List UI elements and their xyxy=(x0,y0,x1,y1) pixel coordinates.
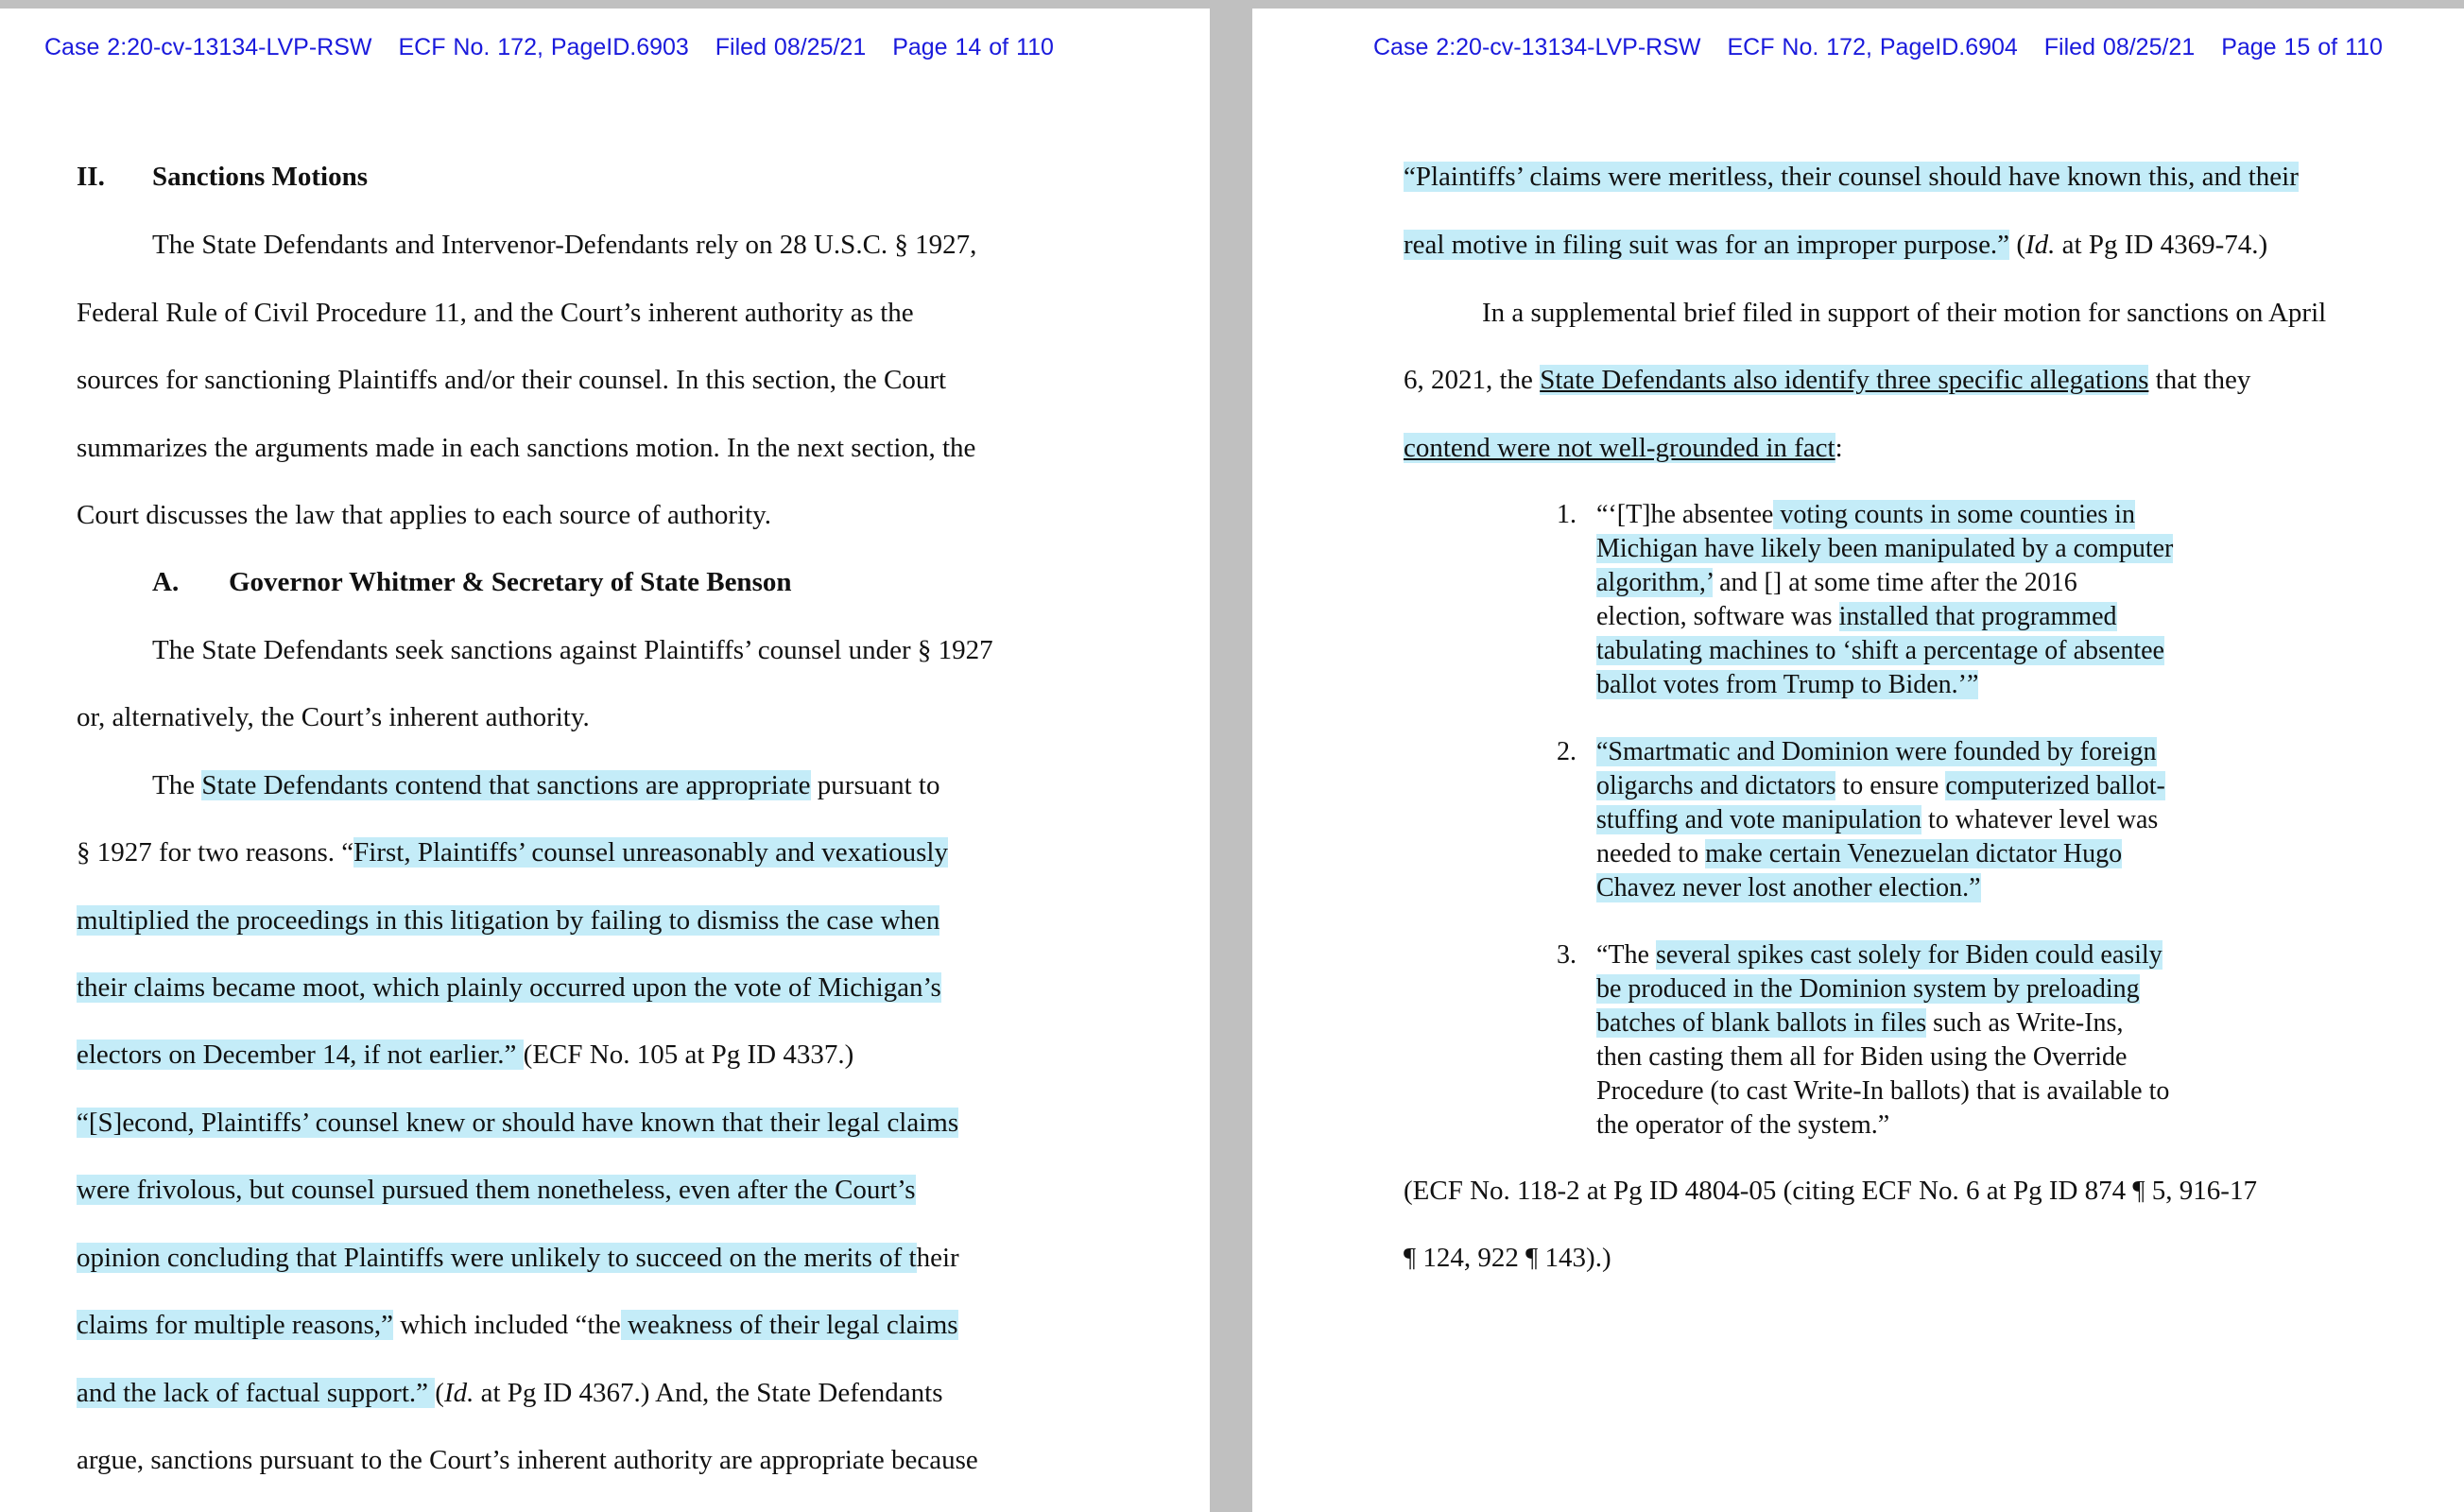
section-heading: Sanctions Motions xyxy=(152,162,369,192)
quote-line xyxy=(1596,735,2157,769)
text-segment: The xyxy=(152,770,202,800)
page-number: Page 14 of 110 xyxy=(892,34,1054,60)
text-segment: needed to xyxy=(1596,839,1706,868)
paragraph-line xyxy=(152,769,939,801)
quote-line xyxy=(1596,532,2173,566)
text-segment: and [] at some time after the 2016 xyxy=(1713,568,2077,597)
citation-line: ¶ 124, 922 ¶ 143).) xyxy=(1404,1243,1611,1273)
paragraph-line: summarizes the arguments made in each sanctions motion. In the next section, the xyxy=(77,433,976,463)
quote-line: then casting them all for Biden using the Override xyxy=(1596,1042,2128,1072)
highlight: real motive in filing suit was for an improper purpose.” xyxy=(1404,230,2010,260)
paragraph-line: sources for sanctioning Plaintiffs and/or their counsel. In this section, the Court xyxy=(77,365,947,395)
highlight: ballot votes from Trump to Biden.’” xyxy=(1596,670,1979,699)
case-number: Case 2:20-cv-13134-LVP-RSW xyxy=(44,34,372,60)
paragraph-line: argue, sanctions pursuant to the Court’s inherent authority are appropriate because xyxy=(77,1445,978,1475)
quote-line xyxy=(1596,871,1981,905)
document-page-right xyxy=(1252,0,2464,1512)
quote-line xyxy=(1596,668,1978,702)
quote-line xyxy=(1596,600,2117,634)
text-segment: § 1927 for two reasons. “ xyxy=(77,837,354,868)
paragraph-line xyxy=(77,1309,958,1341)
highlight: and the lack of factual support.” xyxy=(77,1378,436,1408)
highlight: oligarchs and dictators xyxy=(1596,771,1836,800)
page-top-border xyxy=(0,0,1210,9)
paragraph-line: Federal Rule of Civil Procedure 11, and the Court’s inherent authority as the xyxy=(77,298,914,328)
list-number: 1. xyxy=(1557,500,1577,529)
quote-line xyxy=(1596,498,2135,532)
text-segment: 6, 2021, the xyxy=(1404,365,1541,395)
highlight: “[S]econd, Plaintiffs’ counsel knew or should have known that their legal claims xyxy=(77,1108,959,1138)
document-page-left xyxy=(0,0,1210,1512)
highlight: voting counts in some counties in xyxy=(1773,500,2135,529)
highlight: State Defendants also identify three specific allegations xyxy=(1540,365,2149,395)
highlight: opinion concluding that Plaintiffs were unlikely to succeed on the merits of t xyxy=(77,1243,917,1273)
case-number: Case 2:20-cv-13134-LVP-RSW xyxy=(1373,34,1701,60)
highlight: claims for multiple reasons,” xyxy=(77,1310,394,1340)
highlight: several spikes cast solely for Biden could easily xyxy=(1655,940,2162,970)
quote-line xyxy=(1596,938,2162,972)
highlight: be produced in the Dominion system by preloading xyxy=(1596,974,2140,1004)
highlight: stuffing and vote manipulation xyxy=(1596,805,1921,834)
highlight: tabulating machines to ‘shift a percentage of absentee xyxy=(1596,636,2164,665)
list-number: 2. xyxy=(1557,737,1577,766)
filed-date: Filed 08/25/21 xyxy=(2043,34,2196,60)
highlight: contend were not well-grounded in fact xyxy=(1404,433,1835,463)
text-segment: “The xyxy=(1596,940,1656,970)
text-segment: Id. xyxy=(443,1378,474,1408)
highlight: weakness of their legal claims xyxy=(620,1310,958,1340)
text-segment: : xyxy=(1835,433,1843,463)
paragraph-line xyxy=(1404,364,2250,396)
highlight: computerized ballot- xyxy=(1945,771,2165,800)
text-segment: (ECF No. 105 at Pg ID 4337.) xyxy=(523,1040,854,1070)
page-number: Page 15 of 110 xyxy=(2221,34,2383,60)
highlight: installed that programmed xyxy=(1838,602,2117,631)
paragraph-line xyxy=(1404,161,2299,193)
highlight: electors on December 14, if not earlier.” xyxy=(77,1040,524,1070)
text-segment: at Pg ID 4367.) And, the State Defendants xyxy=(474,1378,943,1408)
paragraph-line xyxy=(1404,229,2267,261)
paragraph-line xyxy=(77,1107,958,1139)
quote-line: the operator of the system.” xyxy=(1596,1110,1890,1140)
paragraph-line: or, alternatively, the Court’s inherent authority. xyxy=(77,702,590,732)
highlight: Chavez never lost another election.” xyxy=(1596,873,1981,902)
text-segment: ( xyxy=(2009,230,2025,260)
text-segment: at Pg ID 4369-74.) xyxy=(2055,230,2268,260)
text-segment: Id. xyxy=(2025,230,2056,260)
highlight: their claims became moot, which plainly occurred upon the vote of Michigan’s xyxy=(77,972,941,1003)
quote-line xyxy=(1596,634,2164,668)
paragraph-line: The State Defendants seek sanctions against Plaintiffs’ counsel under § 1927 xyxy=(152,635,993,665)
paragraph-line xyxy=(77,836,948,868)
paragraph-line xyxy=(77,1242,959,1274)
paragraph-line: The State Defendants and Intervenor-Defendants rely on 28 U.S.C. § 1927, xyxy=(152,230,977,260)
page-header xyxy=(44,34,1073,61)
filed-date: Filed 08/25/21 xyxy=(715,34,867,60)
list-number: 3. xyxy=(1557,940,1577,970)
page-header xyxy=(1373,34,2402,61)
highlight: batches of blank ballots in files xyxy=(1596,1008,1927,1038)
highlight: make certain Venezuelan dictator Hugo xyxy=(1705,839,2123,868)
highlight: “Smartmatic and Dominion were founded by foreign xyxy=(1596,737,2157,766)
paragraph-line xyxy=(77,904,939,936)
paragraph-line xyxy=(77,1377,943,1409)
page-top-border xyxy=(1252,0,2464,9)
quote-line xyxy=(1596,837,2122,871)
section-number: II. xyxy=(77,162,105,192)
paragraph-line xyxy=(77,1039,853,1071)
quote-line xyxy=(1596,803,2158,837)
text-segment: pursuant to xyxy=(810,770,940,800)
text-segment: election, software was xyxy=(1596,602,1839,631)
ecf-number: ECF No. 172, PageID.6904 xyxy=(1727,34,2018,60)
ecf-number: ECF No. 172, PageID.6903 xyxy=(398,34,689,60)
text-segment: “‘[T]he absentee xyxy=(1596,500,1774,529)
text-segment: to ensure xyxy=(1835,771,1946,800)
citation-line: (ECF No. 118-2 at Pg ID 4804-05 (citing ECF No. 6 at Pg ID 874 ¶ 5, 916-17 xyxy=(1404,1176,2257,1206)
highlight: multiplied the proceedings in this litigation by failing to dismiss the case when xyxy=(77,905,940,936)
highlight: Michigan have likely been manipulated by a computer xyxy=(1596,534,2174,563)
subsection-number: A. xyxy=(152,567,180,597)
highlight: were frivolous, but counsel pursued them nonetheless, even after the Court’s xyxy=(77,1175,916,1205)
text-segment: which included “the xyxy=(393,1310,621,1340)
text-segment: that they xyxy=(2148,365,2251,395)
quote-line xyxy=(1596,972,2140,1006)
highlight: algorithm,’ xyxy=(1596,568,1714,597)
paragraph-line xyxy=(1404,432,1843,464)
quote-line xyxy=(1596,1006,2123,1040)
text-segment: to whatever level was xyxy=(1921,805,2159,834)
highlight: Plaintiffs’ claims were meritless, their counsel should have known this, and their xyxy=(1415,162,2299,192)
paragraph-line: Court discusses the law that applies to each source of authority. xyxy=(77,500,772,530)
quote-line: Procedure (to cast Write-In ballots) that is available to xyxy=(1596,1076,2170,1106)
quote-line xyxy=(1596,769,2165,803)
text-segment: “ xyxy=(1404,162,1416,192)
text-segment: heir xyxy=(916,1243,959,1273)
highlight: First, Plaintiffs’ counsel unreasonably and vexatiously xyxy=(353,837,948,868)
paragraph-line xyxy=(77,971,941,1004)
highlight: State Defendants contend that sanctions are appropriate xyxy=(201,770,811,800)
quote-line xyxy=(1596,566,2077,600)
paragraph-line xyxy=(77,1174,916,1206)
paragraph-line: In a supplemental brief filed in support of their motion for sanctions on April xyxy=(1482,298,2327,328)
text-segment: ( xyxy=(435,1378,444,1408)
text-segment: such as Write-Ins, xyxy=(1926,1008,2124,1038)
subsection-heading: Governor Whitmer & Secretary of State Benson xyxy=(229,567,792,597)
